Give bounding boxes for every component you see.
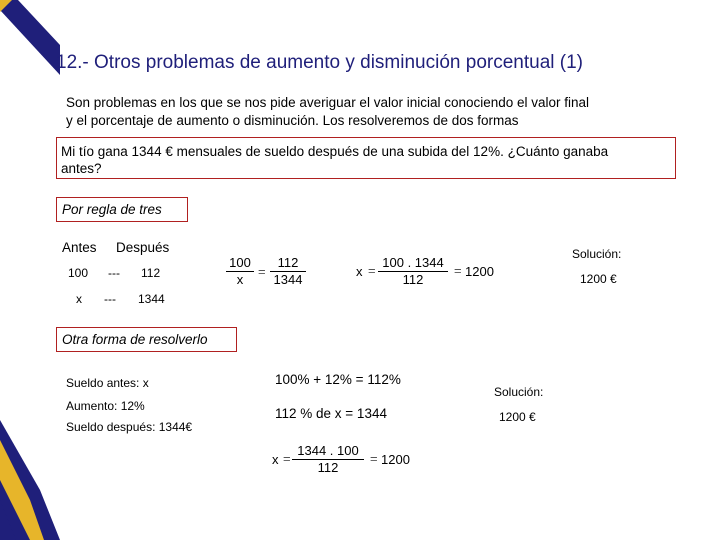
result-1200: 1200 xyxy=(465,264,494,279)
method-alternative-label: Otra forma de resolverlo xyxy=(56,327,237,352)
result-1200-2: 1200 xyxy=(381,452,410,467)
solution-value-2: 1200 € xyxy=(499,410,536,424)
equals-sign: = xyxy=(258,264,266,279)
solve-x-2: x xyxy=(272,452,279,467)
solution-label-1: Solución: xyxy=(572,247,622,261)
decorative-side-band xyxy=(0,0,60,540)
problem-line-2: antes? xyxy=(61,161,102,176)
rule-row1-before: 100 xyxy=(68,266,89,280)
rule-row2-after: 1344 xyxy=(138,292,165,306)
problem-statement-box xyxy=(56,137,676,179)
fraction-100-over-x: $\frac{100}{x}$ xyxy=(226,255,254,288)
problem-line-1: Mi tío gana 1344 € mensuales de sueldo después de una subida del 12%. ¿Cuánto ganaba xyxy=(61,144,609,159)
header-before: Antes xyxy=(62,240,97,255)
salary-after: Sueldo después: 1344€ xyxy=(66,420,193,434)
fraction-1344x100-over-112: $\frac{1344 . 100}{112}$ xyxy=(292,443,364,476)
intro-line-2: y el porcentaje de aumento o disminución. Los resolveremos de dos formas xyxy=(66,113,519,128)
salary-before: Sueldo antes: x xyxy=(66,376,149,390)
intro-line-1: Son problemas en los que se nos pide averiguar el valor inicial conociendo el valor final xyxy=(66,95,590,110)
equals-sign: = xyxy=(368,263,376,278)
header-after: Después xyxy=(116,240,170,255)
rule-row2-sep: --- xyxy=(104,292,116,306)
equals-sign: = xyxy=(370,451,378,466)
solve-x: x xyxy=(356,264,363,279)
rule-row1-sep: --- xyxy=(108,266,120,280)
fraction-112-over-1344: $\frac{112}{1344}$ xyxy=(270,255,306,288)
rule-row2-before: x xyxy=(76,292,82,306)
increase-percent: Aumento: 12% xyxy=(66,399,145,413)
percent-sum-line: 100% + 12% = 112% xyxy=(275,372,401,387)
method-rule-of-three-label: Por regla de tres xyxy=(56,197,188,222)
equals-sign: = xyxy=(283,451,291,466)
fraction-100x1344-over-112: $\frac{100 . 1344}{112}$ xyxy=(378,255,448,288)
equals-sign: = xyxy=(454,263,462,278)
percent-of-x-line: 112 % de x = 1344 xyxy=(275,406,387,421)
solution-label-2: Solución: xyxy=(494,385,544,399)
solution-value-1: 1200 € xyxy=(580,272,617,286)
page-title: 12.- Otros problemas de aumento y disminución porcentual (1) xyxy=(56,52,583,73)
rule-row1-after: 112 xyxy=(141,266,161,280)
